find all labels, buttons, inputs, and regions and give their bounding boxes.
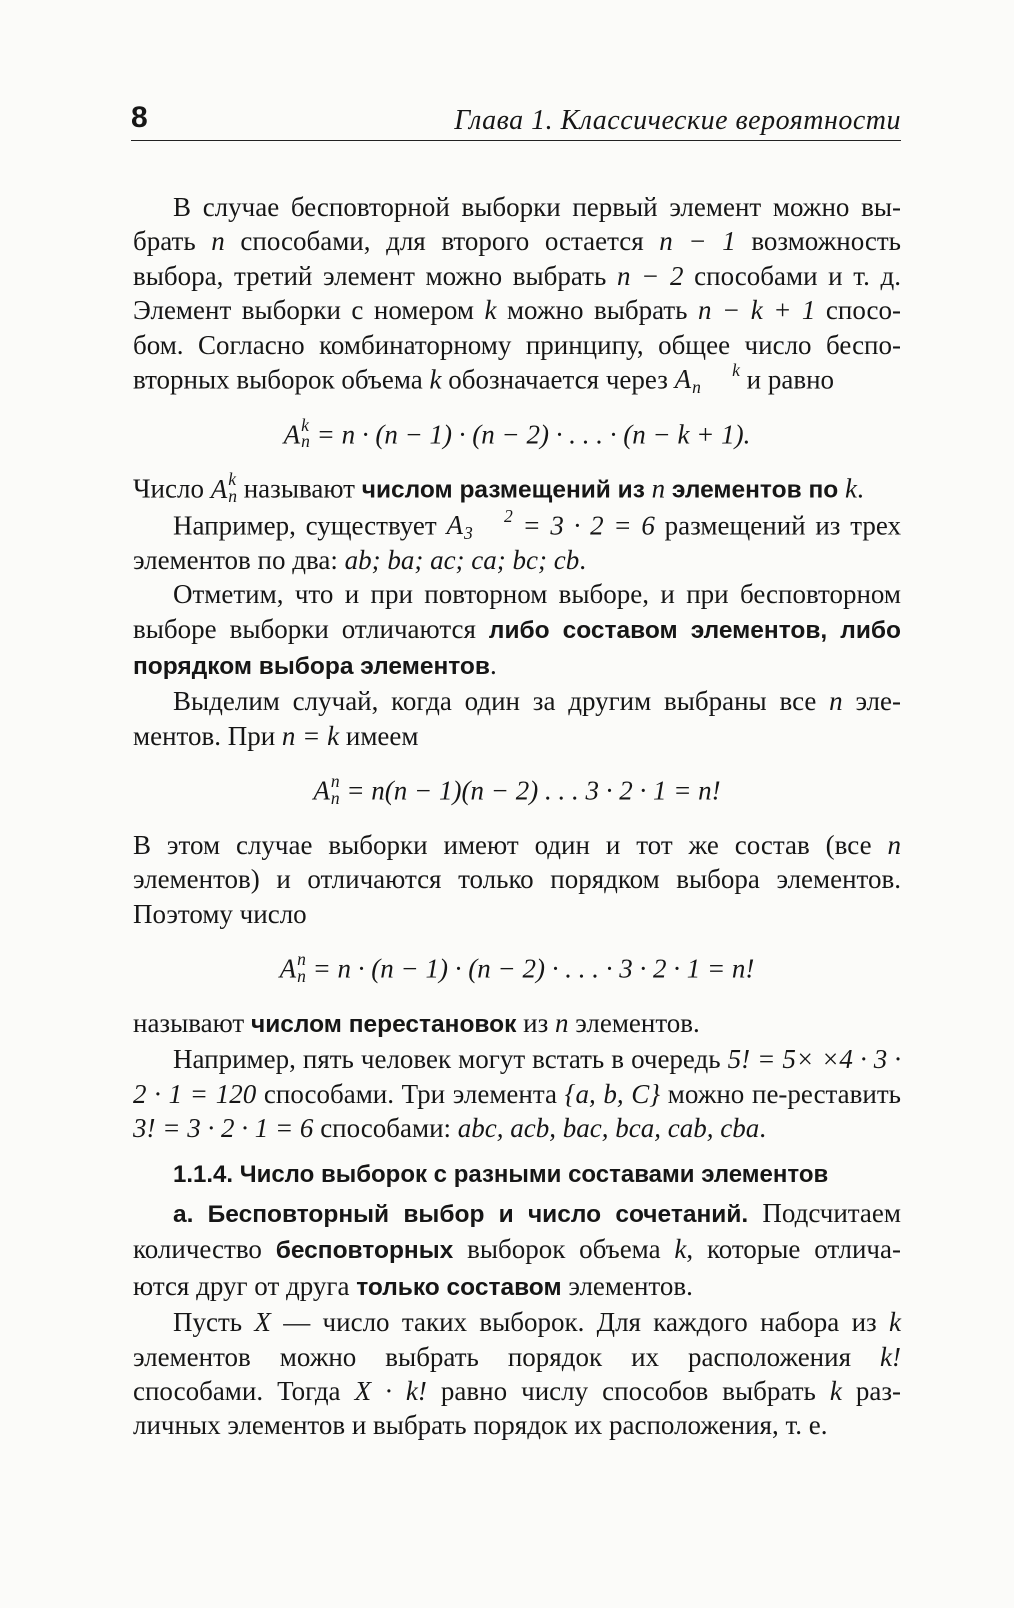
chapter-title: Глава 1. Классические вероятности [454,105,901,136]
superscript: n [330,771,340,792]
math: n [651,473,666,504]
superscript: k [228,469,236,490]
math: 5! = 5× ×4 · 3 · 2 · 1 = 120 [133,1044,902,1109]
text: Отметим, что и при повторном выборе, и при бесповторном выборе выборки отличаются [133,579,901,644]
math: abc, acb, bac, bca, cab, cba [457,1113,760,1144]
bold-term: а. Бесповторный выбор и число сочетаний. [173,1200,749,1228]
text: обозначается через [441,364,675,395]
math: k [829,1375,842,1406]
paragraph-sampling-without-replacement [133,190,901,397]
math-letter: A [446,510,463,541]
math: X · k! [354,1375,427,1406]
paragraph-combinations-intro [133,1196,901,1305]
bold-term: числом перестановок [250,1010,517,1038]
bold-term: бесповторных [275,1237,454,1265]
formula-body: = n · (n − 1) · (n − 2) · . . . · (n − k + 1). [309,419,751,450]
paragraph-all-elements [133,684,901,753]
math-letter: A [279,953,297,984]
bold-term: только составом [356,1273,562,1301]
text: способами, для второго остается [224,226,660,257]
bold-term: числом размещений из [361,476,645,504]
math: 3! = 3 · 2 · 1 = 6 [133,1113,314,1144]
sup-sub [692,362,740,395]
math-letter: A [283,419,301,450]
formula-body: = n · (n − 1) · (n − 2) · . . . · 3 · 2 · 1 = n! [305,953,755,984]
math: k [484,295,497,326]
math: n = k [281,720,340,751]
paragraph-let-x [133,1305,901,1443]
section-heading: 1.1.4. Число выборок с разными составами элементов [173,1160,829,1188]
paragraph-same-composition [133,828,901,931]
text: элементов можно выбрать порядок их расположения [133,1341,881,1372]
math-letter: A [674,364,692,395]
subscript: n [692,376,701,397]
subscript: n [301,431,310,452]
paragraph-arrangements-definition [133,471,901,508]
superscript: k [732,360,740,381]
math-a-2-3 [446,506,513,543]
formula-arrangements [133,414,901,452]
text: Пусть [173,1307,255,1338]
sup-sub [331,773,340,806]
text: Выделим случай, когда один за другим выбраны все [173,686,830,717]
text: и равно [739,364,835,395]
math: n − 2 [616,260,684,291]
text: , которые отлича-ются друг от друга [133,1234,901,1301]
page-body [133,190,901,1443]
text: В случае бесповторной выборки первый элемент можно вы-брать [133,192,901,257]
math: {a, b, C} [564,1078,661,1109]
text: . [759,1113,766,1144]
superscript: 2 [503,506,513,527]
math-a-k-n [210,469,237,507]
math: n [829,686,843,717]
math-a-k-n [674,360,740,397]
subscript: n [297,965,306,986]
text: способами. Три элемента [256,1078,565,1109]
subscript: 3 [463,522,473,543]
text: имеем [339,720,419,751]
text: В этом случае выборки имеют один и тот же состав (все [133,829,888,860]
text: способами: [313,1113,458,1144]
math: X [254,1307,271,1338]
math: = 3 · 2 = 6 [512,510,655,541]
text: эле-ментов. При [133,686,901,751]
math: k [844,473,857,504]
bold-term: либо составом элементов, либо порядком выбора элементов [133,616,901,681]
superscript: k [301,414,309,435]
text: . [489,650,497,681]
text: элементов. [568,1007,700,1038]
text: способами и т. д. Элемент выборки с номером [133,260,901,326]
math-letter: A [313,775,330,806]
text: равно числу способов выбрать [426,1375,830,1406]
paragraph-composition-or-order [133,577,901,684]
running-head [131,100,901,141]
text: элементов) и отличаются только порядком выбора элементов. Поэтому число [133,864,901,929]
text: выборок объема [453,1234,675,1265]
math: k [674,1234,687,1265]
math: ab; ba; ac; ca; bc; cb [344,544,580,575]
text: называют [133,1007,251,1038]
math: k! [880,1341,901,1372]
paragraph-permutations-definition [133,1006,901,1042]
superscript: n [297,949,306,970]
paragraph-example-permutations [133,1042,901,1145]
text: размещений из трех элементов по два: [133,510,901,575]
math: n − k + 1 [698,295,816,326]
subscript: n [330,787,340,808]
sup-sub [301,414,310,452]
text: Число [133,473,211,504]
text: из [516,1007,556,1038]
paragraph-example-arrangements [133,508,901,577]
text: можно пе-реставить [660,1078,901,1109]
text: Например, существует [173,510,447,541]
math: k [889,1307,901,1338]
formula-factorial-compact [133,773,901,808]
text: . [579,544,586,575]
text: Например, пять человек могут встать в очередь [173,1044,728,1075]
sup-sub [228,469,237,507]
sup-sub [464,508,513,541]
text: можно выбрать [496,295,698,326]
formula-body: = n(n − 1)(n − 2) . . . 3 · 2 · 1 = n! [339,775,721,806]
text: элементов. [561,1270,693,1301]
text: — число таких выборок. Для каждого набора из [270,1307,890,1338]
text: называют [236,473,362,504]
math: k [429,364,442,395]
math: n [887,829,901,860]
text: возможность выбора, третий элемент можно выбрать [133,226,901,291]
text: раз-личных элементов и выбрать порядок их расположения, т. е. [133,1375,902,1441]
text: спосо-бом. Согласно комбинаторному принципу, общее число беспо-вторных выборок объема [133,295,901,395]
math: n − 1 [659,226,736,257]
math-letter: A [210,473,228,504]
formula-factorial-dotted [133,951,901,986]
text: способами. Тогда [133,1375,355,1406]
text: . [856,473,864,504]
subscript: n [228,486,237,507]
text: Подсчитаем количество [133,1197,901,1265]
page-number: 8 [131,101,148,134]
math: n [555,1007,569,1038]
sup-sub [297,951,306,984]
math: n [211,226,225,257]
bold-term: элементов по [671,476,839,504]
